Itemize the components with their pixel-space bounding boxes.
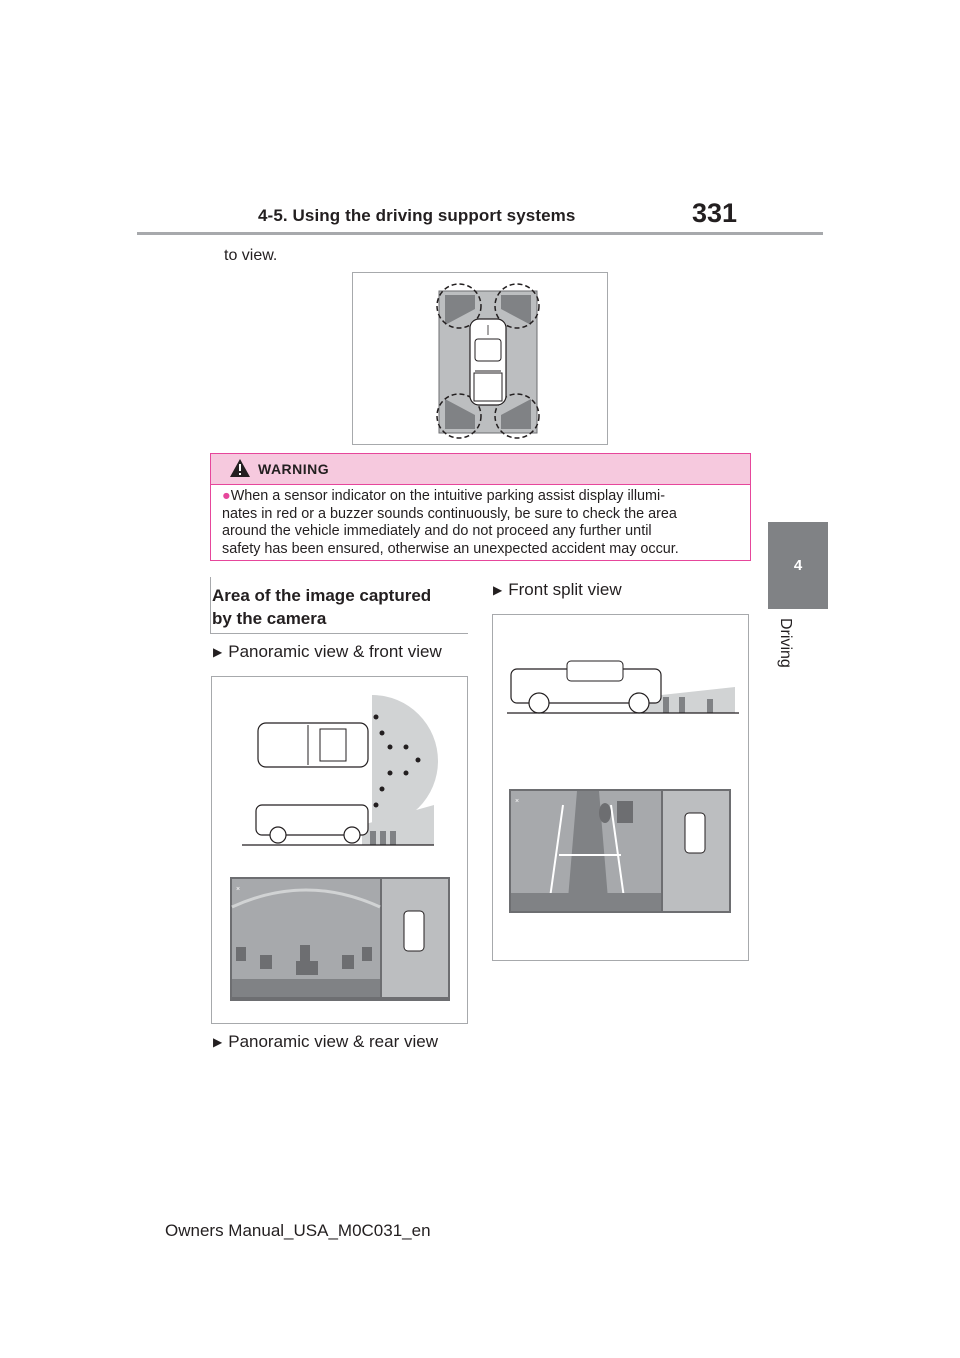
caption-panoramic-front <box>213 642 442 662</box>
caption-arrow-icon: ▶ <box>213 1035 223 1049</box>
panoramic-front-illustration <box>212 677 467 1023</box>
intro-text: to view. <box>224 247 278 264</box>
figure-front-split <box>492 614 749 961</box>
warning-line-3: around the vehicle immediately and do not proceed any further until <box>222 523 652 539</box>
caption-panoramic-rear-text: Panoramic view & rear view <box>228 1032 438 1051</box>
warning-line-4: safety has been ensured, otherwise an unexpected accident may occur. <box>222 540 679 557</box>
warning-line-1: When a sensor indicator on the intuitive parking assist display illumi- <box>230 488 666 504</box>
header-divider <box>137 232 823 235</box>
caption-arrow-icon: ▶ <box>493 583 503 597</box>
chapter-tab <box>768 522 828 609</box>
camera-corner-diagram <box>352 272 608 445</box>
warning-title: WARNING <box>258 461 330 477</box>
vehicle-top-view-illustration <box>353 273 607 444</box>
footer-manual-id: Owners Manual_USA_M0C031_en <box>165 1221 431 1240</box>
caption-front-split <box>493 580 622 600</box>
caption-arrow-icon: ▶ <box>213 645 223 659</box>
warning-header <box>211 454 750 485</box>
section-heading-line-1: Area of the image captured <box>212 586 432 605</box>
warning-line-2: nates in red or a buzzer sounds continuously, be sure to check the area <box>222 505 677 522</box>
chapter-number: 4 <box>793 557 803 574</box>
section-heading-rule-left <box>210 577 211 633</box>
warning-bullet-icon: ● <box>222 488 231 504</box>
warning-text <box>222 488 747 558</box>
front-split-illustration <box>493 615 748 960</box>
caption-panoramic-front-text: Panoramic view & front view <box>228 642 442 661</box>
section-heading <box>212 584 457 630</box>
warning-box <box>210 453 751 561</box>
chapter-label: Driving <box>777 618 794 668</box>
caption-panoramic-rear <box>213 1032 438 1052</box>
section-title: 4-5. Using the driving support systems <box>258 206 576 225</box>
page-number: 331 <box>692 198 738 228</box>
warning-triangle-icon <box>229 458 251 478</box>
figure-panoramic-front <box>211 676 468 1024</box>
caption-front-split-text: Front split view <box>508 580 622 599</box>
section-heading-rule-bottom <box>210 633 468 634</box>
section-heading-line-2: by the camera <box>212 609 327 628</box>
svg-text:×: × <box>515 798 520 805</box>
svg-text:×: × <box>236 886 241 893</box>
